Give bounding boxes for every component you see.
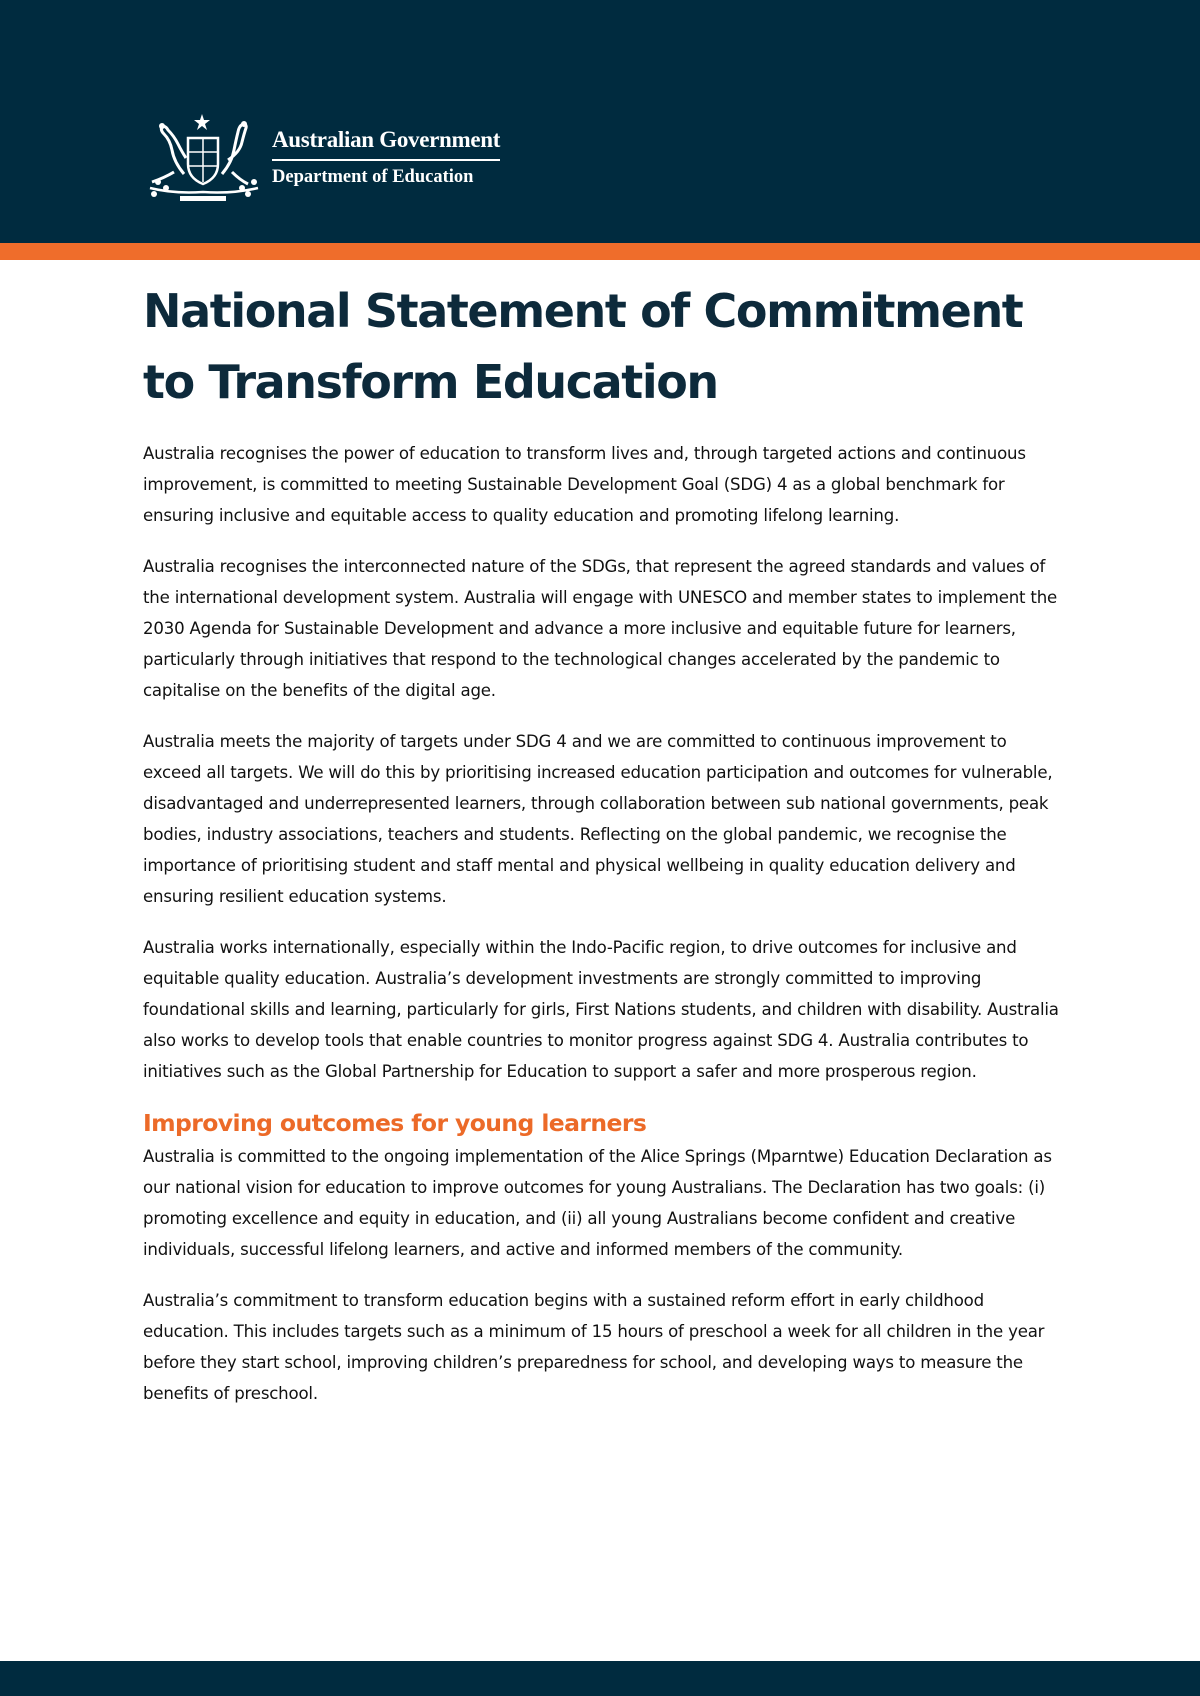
paragraph-1: Australia recognises the power of education to transform lives and, through targeted actions and continuous improvement, is committed to meeting Sustainable Development Goal (SDG) 4 as a global benchmark for ensuring inclusive and equitable access to quality education and promoting lifelong learning. <box>143 444 1026 525</box>
government-logo <box>144 112 500 202</box>
page-title <box>143 276 1068 418</box>
section-paragraph-1: Australia is committed to the ongoing implementation of the Alice Springs (Mparntwe) Education Declaration as our national vision for education to improve outcomes for young Australians. The Declaration has two goals: (i) promoting excellence and equity in education, and (ii) all young Australians become confident and creative individuals, successful lifelong learners, and active and informed members of the community. <box>143 1147 1052 1259</box>
logo-text <box>272 127 500 188</box>
paragraph-2: Australia recognises the interconnected nature of the SDGs, that represent the agreed standards and values of the international development system. Australia will engage with UNESCO and member states to implement the 2030 Agenda for Sustainable Development and advance a more inclusive and equitable future for learners, particularly through initiatives that respond to the technological changes accelerated by the pandemic to capitalise on the benefits of the digital age. <box>143 557 1058 700</box>
section-heading: Improving outcomes for young learners <box>143 1109 647 1137</box>
page-header <box>0 0 1200 243</box>
logo-title: Australian Government <box>272 127 500 161</box>
page-footer-bar <box>0 1661 1200 1696</box>
coat-of-arms-icon <box>144 112 264 202</box>
title-line-1: National Statement of Commitment <box>143 284 1023 338</box>
title-line-2: to Transform Education <box>143 355 718 409</box>
section-paragraph-2: Australia’s commitment to transform education begins with a sustained reform effort in early childhood education. This includes targets such as a minimum of 15 hours of preschool a week for all children in the year before they start school, improving children’s preparedness for school, and developing ways to measure the benefits of preschool. <box>143 1291 1045 1403</box>
document-body <box>143 276 1068 1429</box>
logo-department: Department of Education <box>272 166 474 187</box>
header-accent-bar <box>0 243 1200 260</box>
paragraph-4: Australia works internationally, especially within the Indo-Pacific region, to drive outcomes for inclusive and equitable quality education. Australia’s development investments are strongly committed to improving foundational skills and learning, particularly for girls, First Nations students, and children with disability. Australia also works to develop tools that enable countries to monitor progress against SDG 4. Australia contributes to initiatives such as the Global Partnership for Education to support a safer and more prosperous region. <box>143 938 1059 1081</box>
paragraph-3: Australia meets the majority of targets under SDG 4 and we are committed to continuous improvement to exceed all targets. We will do this by prioritising increased education participation and outcomes for vulnerable, disadvantaged and underrepresented learners, through collaboration between sub national governments, peak bodies, industry associations, teachers and students. Reflecting on the global pandemic, we recognise the importance of prioritising student and staff mental and physical wellbeing in quality education delivery and ensuring resilient education systems. <box>143 732 1053 906</box>
